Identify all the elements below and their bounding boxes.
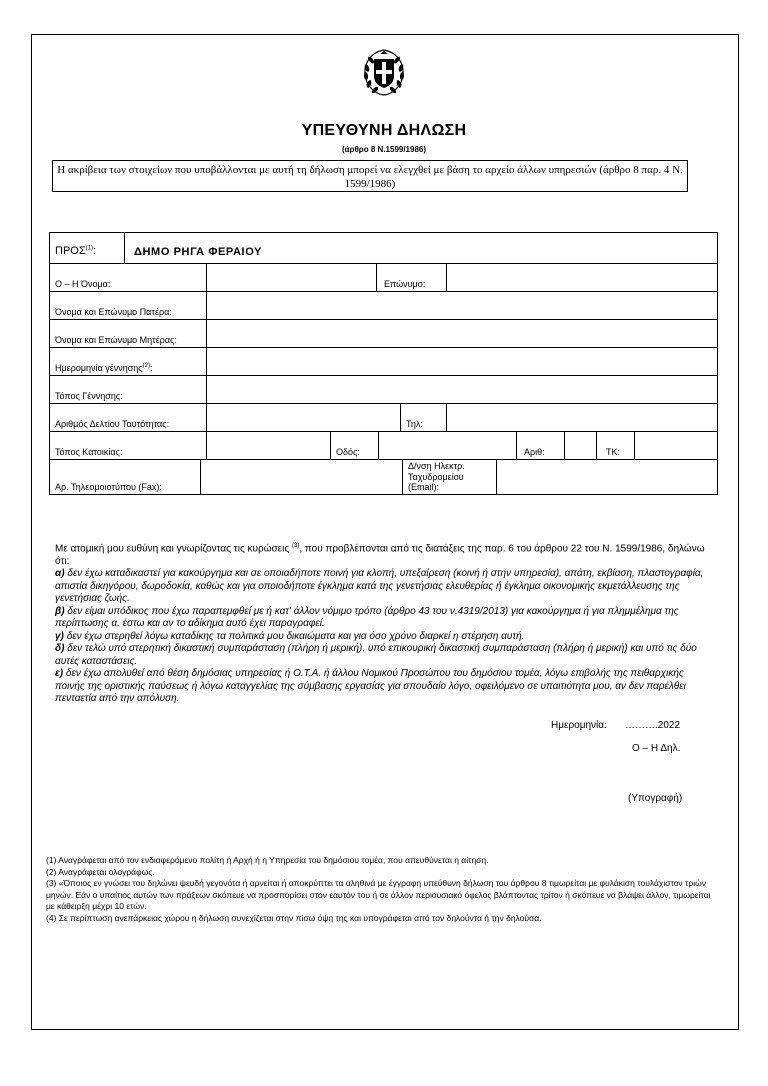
id-row	[50, 404, 717, 432]
birthdate-label: Ημερομηνία γέννησης$^{(2)}$:	[55, 363, 153, 373]
name-row	[50, 264, 717, 292]
birthdate-field[interactable]	[207, 348, 717, 375]
id-field[interactable]	[207, 404, 399, 431]
birthplace-row	[50, 376, 717, 404]
father-row	[50, 292, 717, 320]
mother-row	[50, 320, 717, 348]
phone-field[interactable]	[447, 404, 717, 431]
street-label: Οδός:	[336, 447, 360, 457]
signature-label: (Υπογραφή)	[628, 793, 683, 804]
greek-coat-of-arms-icon	[358, 46, 410, 98]
birthdate-row	[50, 348, 717, 376]
father-label: Όνομα και Επώνυμο Πατέρα:	[55, 307, 172, 317]
declaration-text	[55, 540, 710, 706]
declaration-intro: Με ατομική μου ευθύνη και γνωρίζοντας τις κυρώσεις $^{(3)}$, που προβλέπονται από τις διατάξεις της παρ. 6 του άρθρου 22 του Ν. 1599/1986, δηλώνω ότι:	[55, 543, 705, 567]
name-field[interactable]	[207, 264, 375, 291]
mother-label: Όνομα και Επώνυμο Μητέρας:	[55, 335, 177, 345]
phone-label: Τηλ:	[406, 419, 423, 429]
footnote-3: (3) «Όποιος εν γνώσει του δηλώνει ψευδή γεγονότα ή αρνείται ή αποκρύπτει τα αληθινά με έγγραφη υπεύθυνη δήλωση του άρθρου 8 τιμωρείται με φυλάκιση τουλάχιστον τριών μηνών. Εάν ο υπαίτιος αυτών των πράξεων σκόπευε να προσπορίσει στον εαυτόν του ή σε άλλον περιουσιακό όφελος βλάπτοντας τρίτον ή σκόπευε να βλάψει άλλον, τιμωρείται με κάθειρξη μέχρι 10 ετών.	[46, 878, 711, 911]
email-label: Δ/νση Ηλεκτρ. Ταχυδρομείου (Email):	[408, 461, 465, 492]
mother-field[interactable]	[207, 320, 717, 347]
verification-notice: Η ακρίβεια των στοιχείων που υποβάλλονται με αυτή τη δήλωση μπορεί να ελεγχθεί με βάση το αρχείο άλλων υπηρεσιών (άρθρο 8 παρ. 4 Ν. 1599/1986)	[52, 160, 688, 192]
postcode-label: ΤΚ:	[606, 447, 621, 457]
residence-label: Τόπος Κατοικίας:	[55, 447, 123, 457]
fax-label: Αρ. Τηλεομοιοτύπου (Fax):	[55, 482, 162, 492]
footnote-1: (1) Αναγράφεται από τον ενδιαφερόμενο πολίτη ή Αρχή ή η Υπηρεσία του δημόσιου τομέα, που απευθύνεται η αίτηση.	[46, 855, 489, 865]
declaration-item-d: δ) δεν τελώ υπό στερητική δικαστική συμπαράσταση (πλήρη ή μερική), υπό επικουρική δικαστική συμπαράσταση (πλήρη ή μερική) και υπό τις δύο αυτές καταστάσεις.	[55, 643, 697, 667]
residence-field[interactable]	[207, 432, 329, 459]
recipient-label: ΠΡΟΣ$^{(1)}$:	[55, 245, 97, 257]
declaration-item-c: γ) δεν έχω στερηθεί λόγω καταδίκης τα πολιτικά μου δικαιώματα και για όσο χρόνο διαρκεί η στέρηση αυτή.	[55, 630, 525, 642]
contact-row	[50, 460, 717, 494]
declaration-form	[49, 232, 718, 495]
footnotes	[46, 855, 718, 924]
declaration-item-b: β) δεν είμαι υπόδικος που έχω παραπεμφθεί με ή κατ' άλλον νόμιμο τρόπο (άρθρο 43 του ν.4319/2013) για κακούργημα ή για πλημμέλημα της περίπτωσης α, έστω και αν το αδίκημα αυτό έχει παραγραφεί.	[55, 605, 679, 630]
number-label: Αριθ:	[524, 447, 545, 457]
declaration-item-e: ε) δεν έχω απολυθεί από θέση δημόσιας υπηρεσίας ή Ο.Τ.Α. ή άλλου Νομικού Προσώπου του δημόσιου τομέα, λόγω επιβολής της πειθαρχικής ποινής της οριστικής παύσεως ή λόγω καταγγελίας της σύμβασης εργασίας για σπουδαίο λόγο, οφειλόμενο σε υπαιτιότητα μου, αν δεν παρέλθει πενταετία από την απόλυση.	[55, 668, 686, 705]
surname-field[interactable]	[447, 264, 717, 291]
recipient-row	[50, 233, 717, 264]
street-field[interactable]	[379, 432, 515, 459]
postcode-field[interactable]	[635, 432, 717, 459]
document-subtitle: (άρθρο 8 Ν.1599/1986)	[341, 145, 427, 154]
declaration-item-a: α) δεν έχω καταδικαστεί για κακούργημα και σε οποιαδήποτε ποινή για κλοπή, υπεξαίρεση (κοινή ή στην υπηρεσία), απάτη, εκβίαση, πλαστογραφία, απιστία δικηγόρου, δωροδοκία, καθώς και για οποιοδήποτε έγκλημα κατά της γενετήσιας ελευθερίας ή έγκλημα οικονομικής εκμετάλλευσης της γενετήσιας ζωής.	[55, 568, 704, 605]
footnote-2: (2) Αναγράφεται ολογράφως.	[46, 866, 155, 877]
id-label: Αριθμός Δελτίου Ταυτότητας:	[55, 419, 170, 429]
fax-field[interactable]	[201, 460, 401, 494]
recipient-value: ΔΗΜΟ ΡΗΓΑ ΦΕΡΑΙΟΥ	[134, 246, 262, 258]
birthplace-label: Τόπος Γέννησης:	[55, 391, 123, 401]
date-value[interactable]: ……….2022	[625, 720, 681, 731]
father-field[interactable]	[207, 292, 717, 319]
birthplace-field[interactable]	[207, 376, 717, 403]
date-label: Ημερομηνία:	[551, 720, 607, 731]
declarant-label: Ο – Η Δηλ.	[632, 743, 681, 754]
address-row	[50, 432, 717, 460]
name-label: Ο – Η Όνομα:	[55, 279, 111, 289]
email-field[interactable]	[497, 460, 717, 494]
footnote-4: (4) Σε περίπτωση ανεπάρκειας χώρου η δήλωση συνεχίζεται στην πίσω όψη της και υπογράφεται από τον δηλούντα ή την δηλούσα.	[46, 912, 542, 923]
document-title: ΥΠΕΥΘΥΝΗ ΔΗΛΩΣΗ	[301, 122, 467, 139]
number-field[interactable]	[565, 432, 595, 459]
surname-label: Επώνυμο:	[384, 279, 426, 289]
